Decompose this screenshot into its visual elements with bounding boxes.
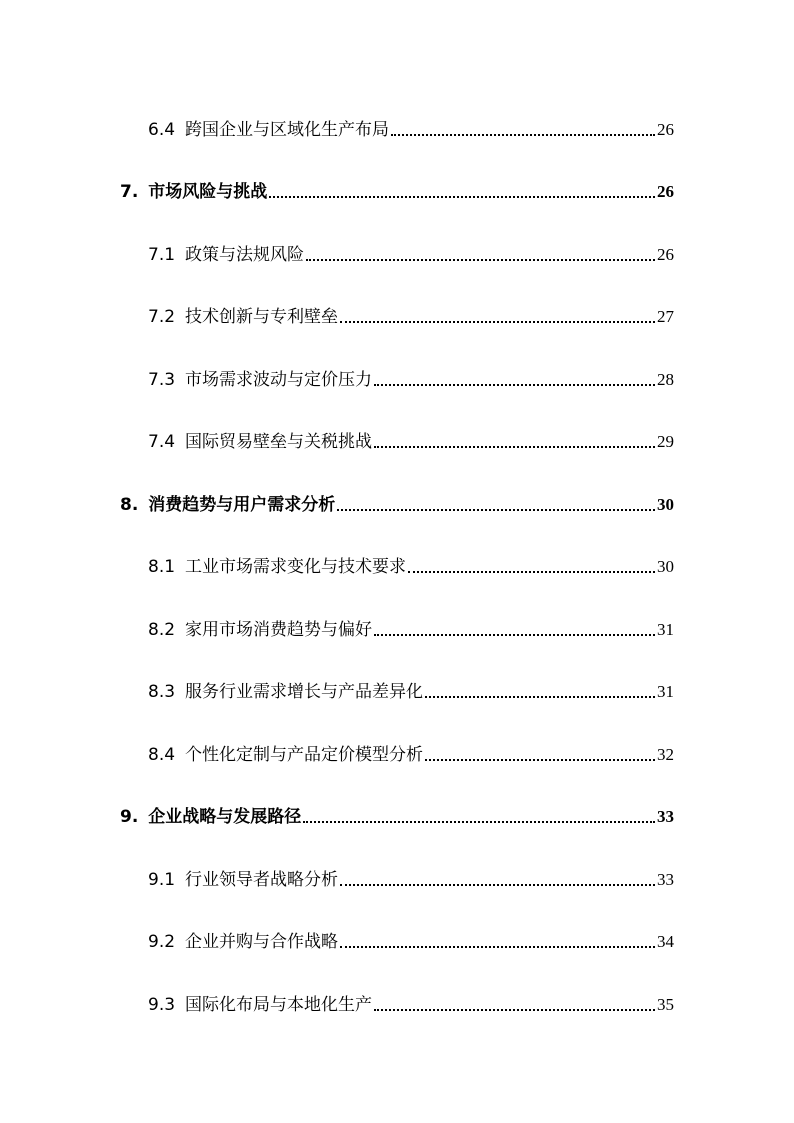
- toc-entry-page: 28: [657, 370, 674, 389]
- toc-entry-page: 34: [657, 932, 674, 951]
- toc-entry-page: 31: [657, 620, 674, 639]
- toc-entry-number: 7.1: [148, 245, 176, 265]
- dot-leader: [374, 634, 655, 636]
- dot-leader: [425, 696, 655, 698]
- dot-leader: [391, 134, 655, 136]
- toc-entry-number: 8.2: [148, 620, 176, 640]
- toc-entry-6-4[interactable]: [148, 113, 674, 141]
- toc-entry-9-1[interactable]: [148, 863, 674, 891]
- dot-leader: [425, 759, 655, 761]
- toc-entry-7[interactable]: [120, 175, 674, 203]
- toc-entry-page: 29: [657, 432, 674, 451]
- toc-entry-page: 32: [657, 745, 674, 764]
- dot-leader: [340, 321, 655, 323]
- dot-leader: [374, 446, 655, 448]
- toc-entry-8-2[interactable]: [148, 613, 674, 641]
- toc-entry-title: 消费趋势与用户需求分析: [148, 495, 336, 515]
- dot-leader: [306, 259, 655, 261]
- toc-entry-9-3[interactable]: [148, 988, 674, 1016]
- toc-entry-title: 服务行业需求增长与产品差异化: [185, 682, 424, 702]
- toc-entry-number: 7.3: [148, 370, 176, 390]
- toc-entry-number: 8.4: [148, 745, 176, 765]
- toc-entry-title: 家用市场消费趋势与偏好: [185, 620, 373, 640]
- toc-entry-8-3[interactable]: [148, 675, 674, 703]
- toc-entry-page: 26: [657, 245, 674, 264]
- toc-entry-title: 行业领导者战略分析: [185, 870, 339, 890]
- toc-entry-8[interactable]: [120, 488, 674, 516]
- toc-entry-number: 9.1: [148, 870, 176, 890]
- toc-entry-page: 26: [657, 120, 674, 139]
- toc-entry-number: 8.: [120, 495, 139, 515]
- toc-entry-number: 7.: [120, 182, 139, 202]
- toc-entry-title: 市场需求波动与定价压力: [185, 370, 373, 390]
- toc-entry-9-2[interactable]: [148, 925, 674, 953]
- toc-entry-title: 国际化布局与本地化生产: [185, 995, 373, 1015]
- toc-entry-page: 33: [657, 870, 674, 889]
- toc-entry-page: 26: [657, 182, 674, 201]
- dot-leader: [374, 1009, 655, 1011]
- toc-entry-number: 6.4: [148, 120, 176, 140]
- toc-entry-page: 30: [657, 557, 674, 576]
- toc-entry-number: 9.: [120, 807, 139, 827]
- toc-entry-page: 35: [657, 995, 674, 1014]
- dot-leader: [340, 946, 655, 948]
- toc-entry-number: 9.2: [148, 932, 176, 952]
- dot-leader: [408, 571, 655, 573]
- toc-entry-page: 31: [657, 682, 674, 701]
- toc-entry-title: 市场风险与挑战: [148, 182, 268, 202]
- toc-entry-number: 9.3: [148, 995, 176, 1015]
- toc-entry-number: 7.2: [148, 307, 176, 327]
- toc-entry-title: 个性化定制与产品定价模型分析: [185, 745, 424, 765]
- dot-leader: [303, 821, 655, 823]
- toc-entry-title: 技术创新与专利壁垒: [185, 307, 339, 327]
- toc-entry-8-1[interactable]: [148, 550, 674, 578]
- toc-entry-number: 7.4: [148, 432, 176, 452]
- dot-leader: [269, 196, 655, 198]
- toc-entry-7-3[interactable]: [148, 363, 674, 391]
- dot-leader: [374, 384, 655, 386]
- toc-entry-title: 企业战略与发展路径: [148, 807, 302, 827]
- toc-entry-title: 工业市场需求变化与技术要求: [185, 557, 407, 577]
- toc-entry-8-4[interactable]: [148, 738, 674, 766]
- toc-entry-title: 政策与法规风险: [185, 245, 305, 265]
- toc-entry-7-2[interactable]: [148, 300, 674, 328]
- toc-entry-7-1[interactable]: [148, 238, 674, 266]
- dot-leader: [337, 509, 655, 511]
- toc-entry-title: 国际贸易壁垒与关税挑战: [185, 432, 373, 452]
- toc-entry-title: 企业并购与合作战略: [185, 932, 339, 952]
- toc-entry-title: 跨国企业与区域化生产布局: [185, 120, 390, 140]
- toc-entry-page: 30: [657, 495, 674, 514]
- toc-entry-page: 27: [657, 307, 674, 326]
- toc-entry-9[interactable]: [120, 800, 674, 828]
- toc-entry-number: 8.3: [148, 682, 176, 702]
- toc-entry-page: 33: [657, 807, 674, 826]
- dot-leader: [340, 884, 655, 886]
- toc-entry-7-4[interactable]: [148, 425, 674, 453]
- toc-entry-number: 8.1: [148, 557, 176, 577]
